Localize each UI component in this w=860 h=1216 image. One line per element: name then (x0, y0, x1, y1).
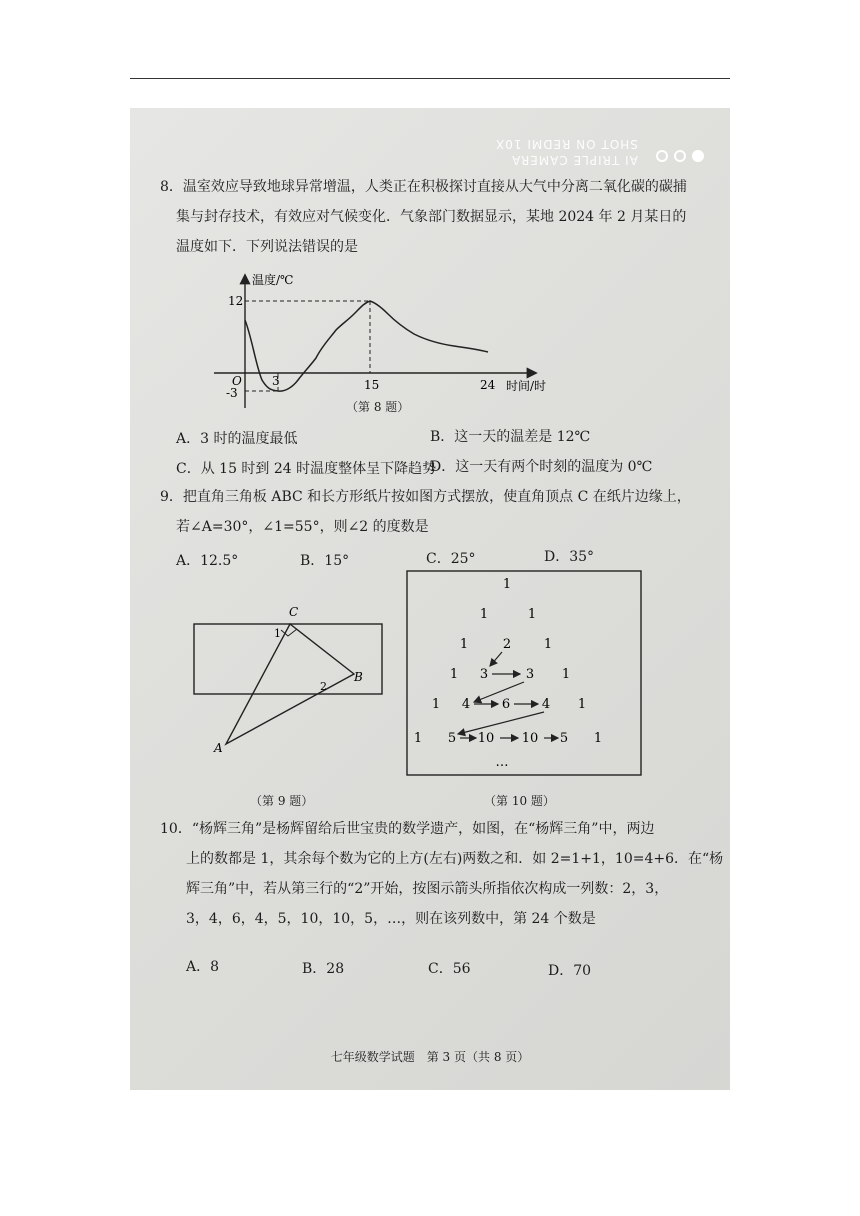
q10-option-a[interactable]: A．8 (186, 959, 220, 975)
watermark-dot (692, 150, 704, 162)
cell-r6-4: 10 (521, 731, 539, 746)
cell-r6-5: 5 (559, 731, 569, 746)
watermark-dot (656, 150, 668, 162)
q10-option-c[interactable]: C．56 (428, 961, 471, 977)
page-top-rule (130, 78, 730, 79)
cell-r3-2: 2 (502, 637, 512, 652)
q8-option-c[interactable]: C．从 15 时到 24 时温度整体呈下降趋势 (176, 461, 437, 477)
cell-r3-3: 1 (543, 637, 553, 652)
cell-r6-3: 10 (477, 731, 495, 746)
x-tick-3: 3 (272, 374, 280, 388)
camera-watermark (495, 136, 638, 168)
q10-caption: （第 10 题） (484, 794, 555, 808)
cell-r5-5: 1 (577, 697, 587, 712)
origin-label: O (232, 374, 242, 388)
cell-r4-3: 3 (525, 667, 535, 682)
q10-line-1: 10．“杨辉三角”是杨辉留给后世宝贵的数学遗产，如图，在“杨辉三角”中，两边 (160, 821, 655, 837)
q8-option-d[interactable]: D．这一天有两个时刻的温度为 0℃ (430, 459, 653, 475)
cell-r2-1: 1 (479, 607, 489, 622)
watermark-dot (674, 150, 686, 162)
y-tick-12: 12 (228, 294, 244, 308)
q10-line-3: 辉三角”中，若从第三行的“2”开始，按图示箭头所指依次构成一列数：2，3， (186, 881, 669, 897)
x-tick-15: 15 (364, 378, 380, 392)
x-tick-24: 24 (480, 378, 496, 392)
cell-r4-4: 1 (561, 667, 571, 682)
q8-line-2: 集与封存技术，有效应对气候变化．气象部门数据显示，某地 2024 年 2 月某日的 (176, 209, 687, 225)
vertex-b-label: B (354, 670, 363, 684)
q8-option-a[interactable]: A．3 时的温度最低 (176, 431, 298, 447)
q9-stem (160, 482, 691, 542)
cell-r4-1: 1 (449, 667, 459, 682)
q8-option-b[interactable]: B．这一天的温差是 12℃ (430, 429, 591, 445)
page-footer: 七年级数学试题 第 3 页（共 8 页） (330, 1050, 530, 1064)
cell-r6-6: 1 (593, 731, 603, 746)
camera-dots (656, 150, 704, 162)
cell-r1-1: 1 (502, 577, 512, 592)
q10-option-b[interactable]: B．28 (302, 961, 345, 977)
q8-line-1: 8．温室效应导致地球异常增温，人类正在积极探讨直接从大气中分离二氧化碳的碳捕 (160, 179, 687, 195)
q9-line-1: 9．把直角三角板 ABC 和长方形纸片按如图方式摆放，使直角顶点 C 在纸片边缘上， (160, 489, 691, 505)
cell-r2-2: 1 (527, 607, 537, 622)
q10-line-4: 3，4，6，4，5，10，10，5，…，则在该列数中，第 24 个数是 (186, 911, 596, 927)
cell-r6-1: 1 (413, 731, 423, 746)
cell-r3-1: 1 (459, 637, 469, 652)
exam-photo (130, 108, 730, 1090)
q9-option-b[interactable]: B．15° (300, 553, 350, 569)
q9-option-d[interactable]: D．35° (544, 549, 595, 565)
q9-option-a[interactable]: A．12.5° (176, 553, 239, 569)
y-axis-label: 温度/℃ (252, 273, 294, 287)
cell-r5-2: 4 (461, 697, 471, 712)
cell-r5-3: 6 (501, 697, 511, 712)
angle-1-label: 1 (274, 627, 281, 640)
q10-option-d[interactable]: D．70 (548, 963, 592, 979)
vertex-c-label: C (289, 605, 299, 619)
triangle-abc (226, 624, 354, 744)
q9-option-c[interactable]: C．25° (426, 551, 476, 567)
vertex-a-label: A (214, 741, 223, 754)
cell-r5-1: 1 (431, 697, 441, 712)
q9-triangle-figure (190, 604, 390, 754)
watermark-line-2: SHOT ON REDMI 10X (495, 137, 638, 151)
cell-r6-2: 5 (447, 731, 457, 746)
cell-r5-4: 4 (541, 697, 551, 712)
arrow-3-to-4 (474, 682, 524, 702)
q8-caption: （第 8 题） (346, 400, 410, 414)
q8-temperature-graph (200, 268, 580, 418)
q9-line-2: 若∠A=30°，∠1=55°，则∠2 的度数是 (176, 519, 429, 535)
q10-yanghui-triangle (406, 570, 642, 778)
arrow-2-to-3 (490, 652, 502, 666)
q10-stem (160, 814, 723, 934)
q9-caption: （第 9 题） (250, 794, 314, 808)
q8-line-3: 温度如下．下列说法错误的是 (176, 239, 358, 255)
watermark-line-1: AI TRIPLE CAMERA (511, 153, 638, 167)
triangle-ellipsis: … (495, 755, 509, 770)
q8-stem (160, 172, 687, 262)
x-axis-label: 时间/时 (506, 379, 547, 393)
y-tick-minus3: -3 (226, 386, 238, 400)
q10-line-2: 上的数都是 1，其余每个数为它的上方(左右)两数之和．如 2=1+1，10=4+6．在“杨 (186, 851, 724, 867)
angle-2-label: 2 (320, 680, 327, 693)
cell-r4-2: 3 (479, 667, 489, 682)
